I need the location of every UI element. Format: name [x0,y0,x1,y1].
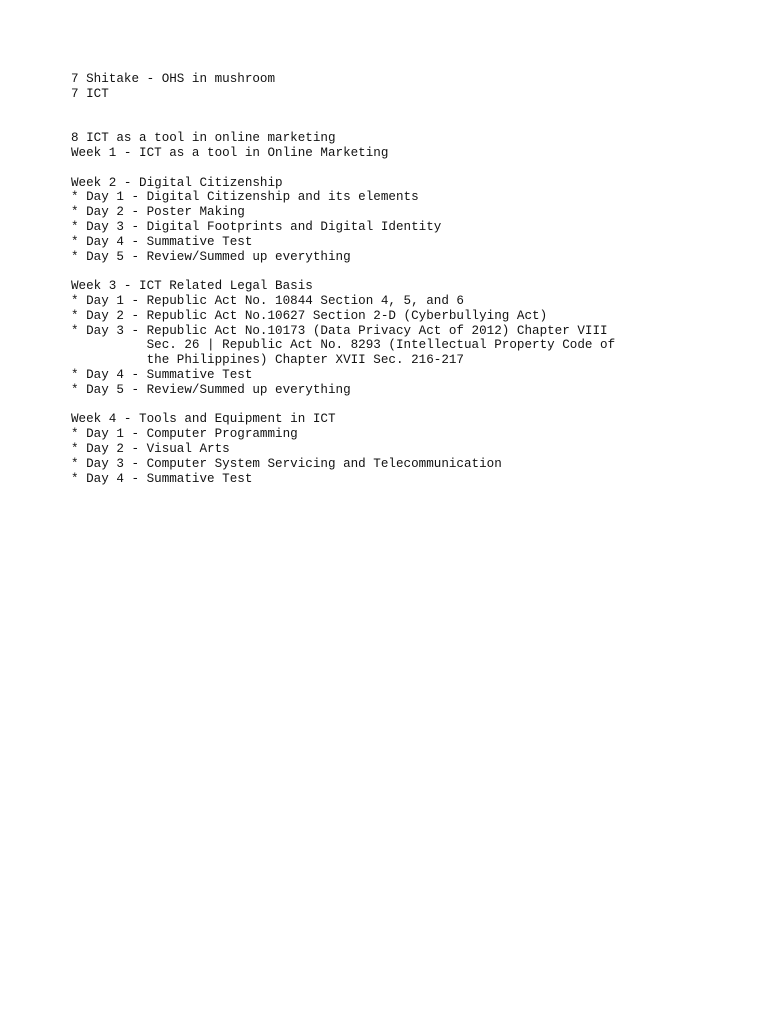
week3-day1: * Day 1 - Republic Act No. 10844 Section 4, 5, and 6 [71,293,464,308]
week4-day3: * Day 3 - Computer System Servicing and Telecommunication [71,456,502,471]
week2-day2: * Day 2 - Poster Making [71,205,245,220]
week3-day5: * Day 5 - Review/Summed up everything [71,382,351,397]
week1-title: Week 1 - ICT as a tool in Online Marketing [71,145,389,160]
document-body [71,72,751,486]
week3-day4: * Day 4 - Summative Test [71,367,253,382]
week3-day3: * Day 3 - Republic Act No.10173 (Data Privacy Act of 2012) Chapter VIII [71,323,608,338]
week2-title: Week 2 - Digital Citizenship [71,175,283,190]
grade7-ict-line: 7 ICT [71,86,109,101]
grade8-title: 8 ICT as a tool in online marketing [71,131,336,146]
week3-title: Week 3 - ICT Related Legal Basis [71,279,313,294]
grade7-subject-line: 7 Shitake - OHS in mushroom [71,72,276,86]
week2-day4: * Day 4 - Summative Test [71,234,253,249]
week4-day1: * Day 1 - Computer Programming [71,427,298,442]
week2-day1: * Day 1 - Digital Citizenship and its elements [71,190,419,205]
week2-day5: * Day 5 - Review/Summed up everything [71,249,351,264]
week3-day3-continued: the Philippines) Chapter XVII Sec. 216-217 [71,353,464,368]
week2-day3: * Day 3 - Digital Footprints and Digital Identity [71,219,442,234]
week3-day3-continued: Sec. 26 | Republic Act No. 8293 (Intellectual Property Code of [71,338,616,353]
week4-day4: * Day 4 - Summative Test [71,471,253,486]
spacer [71,264,751,279]
week4-title: Week 4 - Tools and Equipment in ICT [71,412,336,427]
spacer [71,161,751,176]
spacer [71,102,751,132]
spacer [71,398,751,413]
week3-day2: * Day 2 - Republic Act No.10627 Section 2-D (Cyberbullying Act) [71,308,548,323]
week4-day2: * Day 2 - Visual Arts [71,441,230,456]
